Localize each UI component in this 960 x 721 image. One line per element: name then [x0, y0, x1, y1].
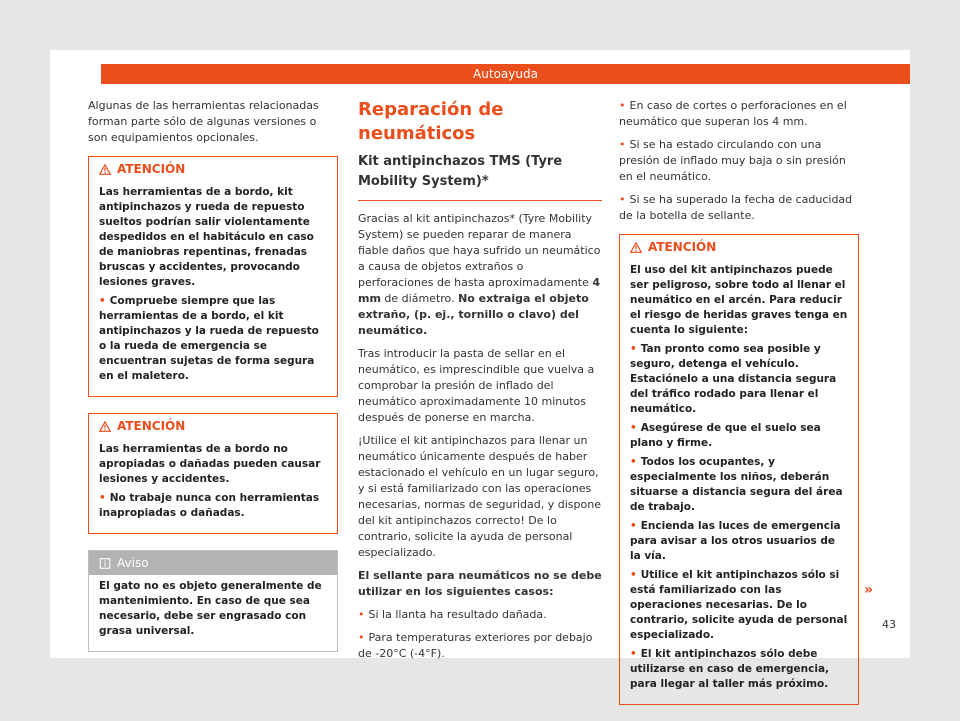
- warning-icon: [99, 164, 111, 175]
- column-3: [619, 98, 859, 721]
- paragraph-4: El sellante para neumáticos no se debe utilizar en los siguientes casos:: [358, 569, 602, 598]
- warning-title: ATENCIÓN: [117, 419, 186, 433]
- bullet-icon: •: [630, 648, 637, 660]
- bullet-icon: •: [630, 343, 637, 355]
- info-icon: [99, 558, 111, 569]
- warning-title: ATENCIÓN: [648, 240, 717, 254]
- warning-bullet: • Asegúrese de que el suelo sea plano y firme.: [630, 422, 821, 449]
- notice-box: [88, 550, 338, 652]
- warning-box-1: [88, 156, 338, 397]
- bullet-icon: •: [630, 569, 637, 581]
- warning-bullet: • Tan pronto como sea posible y seguro, detenga el vehículo. Estaciónelo a una distancia segura del tráfico rodado para llenar el neumático.: [630, 343, 837, 415]
- list-item: • Para temperaturas exteriores por debajo de -20°C (-4°F).: [358, 631, 593, 660]
- list-item: • En caso de cortes o perforaciones en el neumático que superan los 4 mm.: [619, 99, 847, 128]
- paragraph-2: Tras introducir la pasta de sellar en el neumático, es imprescindible que vuelva a comprobar la presión de inflado del neumático aproximadamente 10 minutos después de ponerse en marcha.: [358, 347, 595, 424]
- warning-bullet: • El kit antipinchazos sólo debe utilizarse en caso de emergencia, para llegar al taller más próximo.: [630, 648, 830, 690]
- subsection-heading: Kit antipinchazos TMS (Tyre Mobility System)*: [358, 152, 602, 201]
- section-header: Autoayuda: [101, 64, 910, 84]
- bullet-icon: •: [358, 631, 365, 644]
- warning-text: El uso del kit antipinchazos puede ser peligroso, sobre todo al llenar el neumático en el arcén. Para reducir el riesgo de heridas graves tenga en cuenta lo siguiente:: [630, 264, 848, 336]
- continue-mark: »: [864, 582, 874, 598]
- warning-text: Las herramientas de a bordo no apropiadas o dañadas pueden causar lesiones y accidentes.: [99, 443, 321, 485]
- list-item: • Si se ha estado circulando con una presión de inflado muy baja o sin presión en el neumático.: [619, 138, 846, 183]
- warning-text: Las herramientas de a bordo, kit antipinchazos y rueda de repuesto sueltos podrían salir violentamente despedidos en el habitáculo en caso de maniobras repentinas, frenadas bruscas y accidentes, provocando lesiones graves.: [99, 186, 314, 288]
- bullet-icon: •: [619, 193, 626, 206]
- bullet-icon: •: [619, 138, 626, 151]
- bullet-icon: •: [630, 422, 637, 434]
- column-2: [358, 98, 602, 669]
- page-number: 43: [882, 618, 896, 631]
- bullet-icon: •: [630, 520, 637, 532]
- warning-box-3: [619, 234, 859, 705]
- warning-icon: [99, 421, 111, 432]
- warning-bullet: • Encienda las luces de emergencia para avisar a los otros usuarios de la vía.: [630, 520, 841, 562]
- bullet-icon: •: [358, 608, 365, 621]
- column-1: [88, 98, 338, 668]
- notice-title: Aviso: [117, 556, 149, 570]
- paragraph-3: ¡Utilice el kit antipinchazos para llenar un neumático únicamente después de haber estacionado el vehículo en un lugar seguro, y si está familiarizado con las operaciones necesarias, normas de seguridad, y dispone del kit antipinchazos correcto! De lo contrario, solicite la ayuda de personal especializado.: [358, 434, 601, 559]
- notice-text: El gato no es objeto generalmente de mantenimiento. En caso de que sea necesario, debe ser engrasado con grasa universal.: [99, 580, 322, 637]
- list-item: • Si la llanta ha resultado dañada.: [358, 608, 547, 621]
- intro-text: Algunas de las herramientas relacionadas forman parte sólo de algunas versiones o son equipamientos opcionales.: [88, 99, 319, 144]
- warning-bullet: • Compruebe siempre que las herramientas de a bordo, el kit antipinchazos y la rueda de repuesto o la rueda de emergencia se encuentran sujetas de forma segura en el maletero.: [99, 295, 319, 382]
- bullet-icon: •: [99, 492, 106, 504]
- bullet-icon: •: [99, 295, 106, 307]
- warning-bullet: • No trabaje nunca con herramientas inapropiadas o dañadas.: [99, 492, 320, 519]
- warning-box-2: [88, 413, 338, 534]
- list-item: • Si se ha superado la fecha de caducidad de la botella de sellante.: [619, 193, 853, 222]
- warning-bullet: • Todos los ocupantes, y especialmente los niños, deberán situarse a distancia segura del área de trabajo.: [630, 456, 843, 513]
- bullet-icon: •: [619, 99, 626, 112]
- warning-title: ATENCIÓN: [117, 162, 186, 176]
- paragraph-1: Gracias al kit antipinchazos* (Tyre Mobility System) se pueden reparar de manera fiable daños que haya sufrido un neumático a causa de objetos extraños o perforaciones de hasta aproximadamente 4 mm de diámetro. No extraiga el objeto extraño, (p. ej., tornillo o clavo) del neumático.: [358, 212, 601, 337]
- warning-icon: [630, 242, 642, 253]
- warning-bullet: • Utilice el kit antipinchazos sólo si está familiarizado con las operaciones necesarias. De lo contrario, solicite ayuda de personal especializado.: [630, 569, 848, 641]
- bullet-icon: •: [630, 456, 637, 468]
- section-heading: Reparación de neumáticos: [358, 99, 504, 144]
- manual-page: [50, 50, 910, 690]
